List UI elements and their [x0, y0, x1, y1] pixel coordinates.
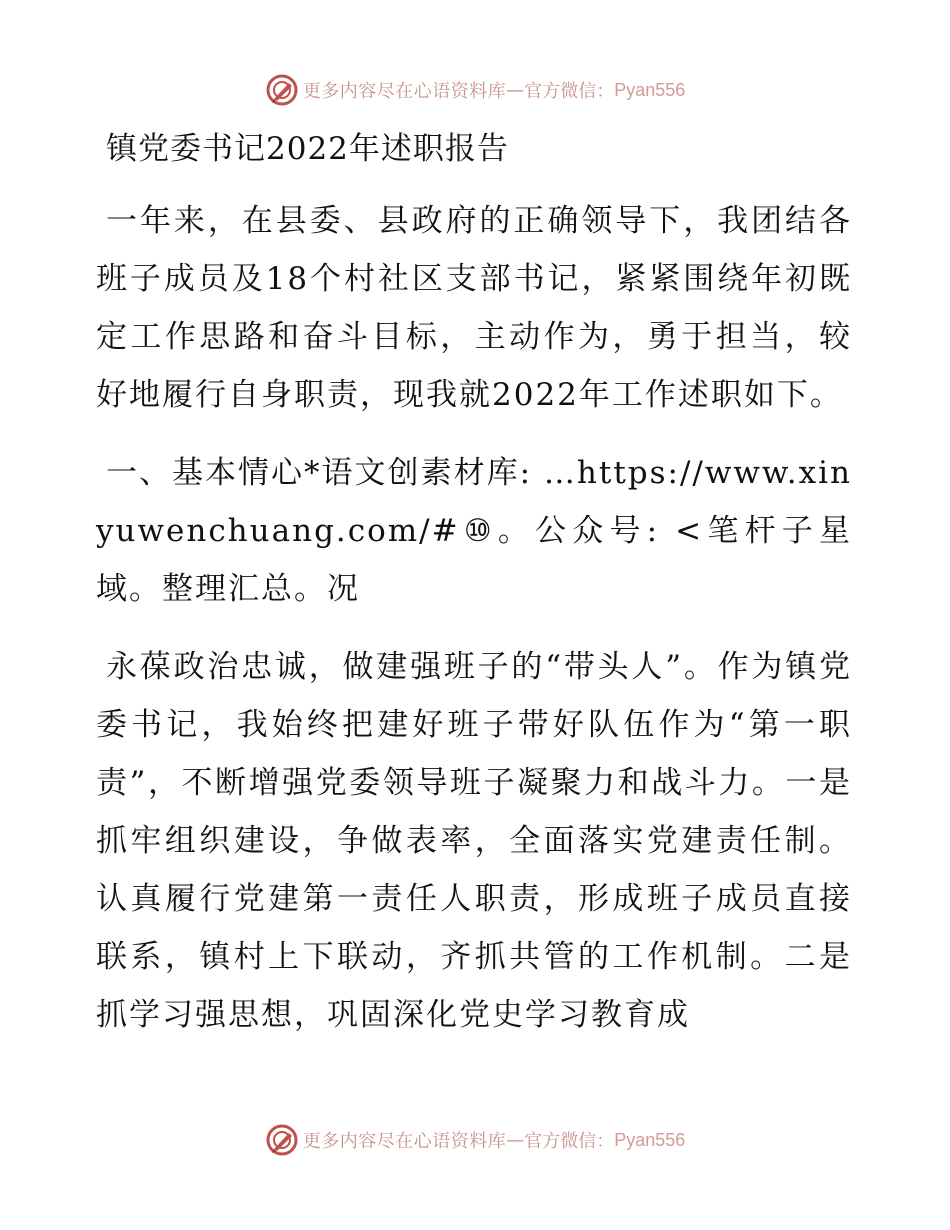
pen-logo-icon: [265, 73, 299, 107]
watermark-label: 官方微信：: [524, 81, 615, 102]
watermark-footer: [0, 1120, 950, 1160]
watermark-label: 官方微信：: [524, 1131, 615, 1152]
paragraph-body: 永葆政治忠诚，做建强班子的“带头人”。作为镇党委书记，我始终把建好班子带好队伍作为“第一职责”，不断增强党委领导班子凝聚力和战斗力。一是抓牢组织建设，争做表率，全面落实党建责任制。认真履行党建第一责任人职责，形成班子成员直接联系，镇村上下联动，齐抓共管的工作机制。二是抓学习强思想，巩固深化党史学习教育成: [96, 649, 852, 1033]
watermark-header: [0, 70, 950, 110]
paragraph-intro: 一年来，在县委、县政府的正确领导下，我团结各班子成员及18个村社区支部书记，紧紧围绕年初既定工作思路和奋斗目标，主动作为，勇于担当，较好地履行自身职责，现我就2022年工作述职如下。: [96, 203, 852, 413]
pen-logo-icon: [265, 1123, 299, 1157]
paragraph-section-heading: 一、基本情心*语文创素材库: …https://www.xinyuwenchuang.com/#⑩。公众号: <笔杆子星域。整理汇总。况: [96, 455, 852, 607]
document-title: 镇党委书记2022年述职报告: [106, 131, 509, 167]
watermark-text: 更多内容尽在心语资料库: [302, 81, 507, 102]
watermark-account: Pyan556: [614, 1129, 686, 1150]
watermark-account: Pyan556: [614, 79, 686, 100]
watermark-separator: —: [506, 1129, 525, 1151]
document-body: [96, 120, 852, 1044]
watermark-separator: —: [506, 79, 525, 101]
watermark-text: 更多内容尽在心语资料库: [302, 1131, 507, 1152]
